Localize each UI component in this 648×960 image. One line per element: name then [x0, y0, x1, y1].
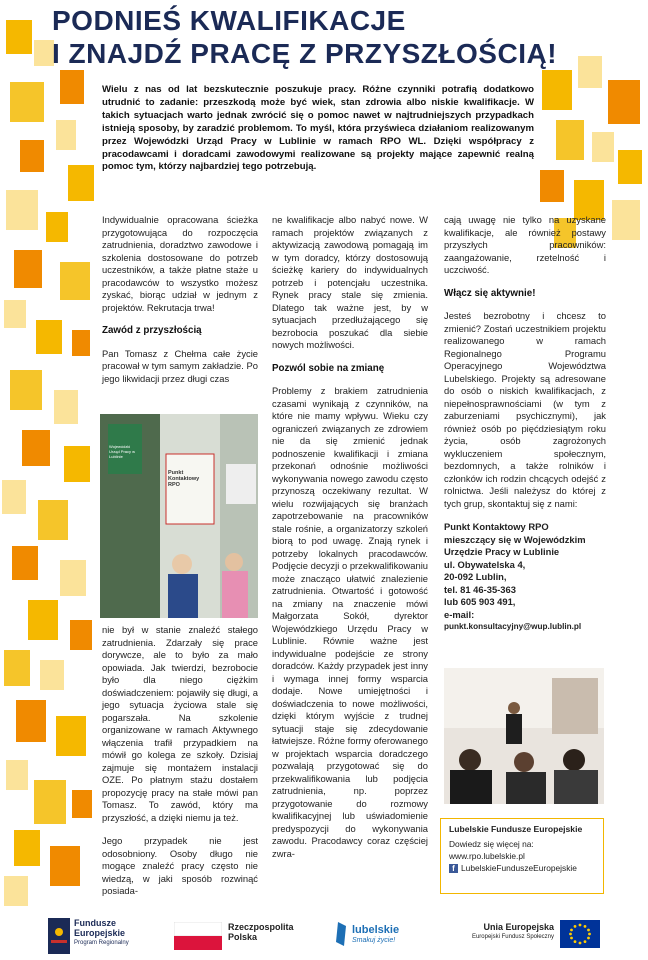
- contact-block: [444, 521, 606, 634]
- facebook-label: LubelskieFunduszeEuropejskie: [461, 863, 577, 873]
- lub-line1: lubelskie: [352, 924, 400, 936]
- column-3: [444, 214, 606, 634]
- fe-line1: Fundusze: [74, 918, 116, 928]
- polish-flag-icon: [174, 922, 222, 950]
- contact-line: 20-092 Lublin,: [444, 571, 507, 582]
- info-box-facebook[interactable]: [449, 862, 595, 874]
- contact-line: ul. Obywatelska 4,: [444, 558, 526, 570]
- lubelskie-mark-icon: [334, 922, 350, 946]
- title-line-1: PODNIEŚ KWALIFIKACJE: [52, 5, 406, 36]
- fe-line2: Europejskie: [74, 928, 126, 938]
- sign-title: Punkt Kontaktowy RPO: [168, 470, 200, 488]
- column-1-continued: [102, 624, 258, 909]
- info-box: [440, 818, 604, 894]
- lead-paragraph: Wielu z nas od lat bezskutecznie poszukuje pracy. Różne czynniki potrafią dodatkowo utrudnić to zadanie: przeszkodą może być wiek, stan zdrowia albo niskie kwalifikacje. W takich sytuacjach warto jednak zwrócić się o pomoc nawet w najtrudniejszych przypadkach istnieją sposoby, by zaradzić problemom. To myśl, która przyświeca działaniom realizowanym przez Wojewódzki Urząd Pracy w Lublinie w ramach RPO WL. Dzięki współpracy z pracodawcami i doradcami zawodowymi realizowane są projekty mające zapewnić realną pomoc tym, którzy najbardziej tego potrzebują.: [102, 84, 534, 173]
- col3-heading: Włącz się aktywnie!: [444, 287, 536, 299]
- photo-training-session: [444, 668, 604, 804]
- contact-line: lub 605 903 491,: [444, 596, 516, 607]
- contact-line: tel. 81 46-35-363: [444, 583, 516, 595]
- logo-unia-europejska: [454, 918, 604, 954]
- col1-paragraph-4: Jego przypadek nie jest odosobniony. Osoby długo nie mogące znaleźć pracy często nie wiedzą, w jaki sposób rozwinąć posiada-: [102, 835, 258, 896]
- ue-line1: Unia Europejska: [483, 922, 554, 932]
- rp-line2: Polska: [228, 932, 258, 942]
- logo-fundusze-europejskie: [48, 918, 168, 954]
- logo-lubelskie: [334, 918, 424, 954]
- info-box-heading: Lubelskie Fundusze Europejskie: [449, 824, 583, 834]
- col1-paragraph-3: nie był w stanie znaleźć stałego zatrudnienia. Zdarzały się prace dorywcze, ale to było za mało opowiada. Jak twierdzi, bezrobocie było dla niego ciężkim doświadczeniem: pojawiły się długi, a jego sytuacja życiowa stale się pogarszała. Na szkolenie organizowane w ramach Aktywnego włączenia trafił przypadkiem na mówił go kolega ze szkoły. Dzisiaj zajmuje się montażem instalacji OZE. Po płatnym stażu dostałem propozycję pracy na stałe mówi pan Tomasz. To zawód, który ma przyszłość, a dzięki niemu ja też.: [102, 624, 258, 823]
- eu-flag-icon: [560, 920, 600, 948]
- title-line-2: I ZNAJDŹ PRACĘ Z PRZYSZŁOŚCIĄ!: [52, 38, 558, 69]
- contact-email-link[interactable]: punkt.konsultacyjny@wup.lublin.pl: [444, 622, 582, 631]
- rp-line1: Rzeczpospolita: [228, 922, 294, 932]
- contact-line: e-mail:: [444, 608, 475, 620]
- column-1: [102, 214, 258, 396]
- contact-line: Urzędzie Pracy w Lublinie: [444, 546, 560, 557]
- col2-paragraph-1: ne kwalifikacje albo nabyć nowe. W ramach projektów związanych z aktywizacją zawodową pomagają im w tym doradcy, którzy dostosowują ścieżkę kariery do indywidualnych potrzeb i potencjału uczestnika. Rynek pracy stale się zmienia. Dlatego tak ważne jest, by w sytuacjach przedłużającego się bezrobocia poszukać dla siebie nowych możliwości.: [272, 214, 428, 350]
- fe-line3: Program Regionalny: [74, 940, 129, 946]
- col1-paragraph-2: Pan Tomasz z Chełma całe życie pracował w tym samym zakładzie. Po jego likwidacji przez długi czas: [102, 347, 258, 384]
- photo-training-session-graphic: [444, 668, 604, 804]
- ue-line2: Europejski Fundusz Społeczny: [471, 934, 554, 940]
- col3-paragraph-1: cają uwagę nie tylko na uzyskane kwalifikacje, ale również postawy przyszłych pracowników: zaangażowanie, rzetelność i uczciwość.: [444, 214, 606, 275]
- col2-paragraph-2: Problemy z brakiem zatrudnienia czasami wynikają z czynników, na które nie mamy wpływu. Wieku czy ograniczeń związanych ze zdrowiem nie da się zmienić jednak podnoszenie kwalifikacji i zmiana przekonań odnośnie możliwości wykonywania nowego zawodu często przynoszą oczekiwany rezultat. W wielu rozwijających się branżach zapotrzebowanie na pracowników stale rośnie, a organizatorzy szkoleń biorą to pod uwagę. Znają rynek i potrzeby lokalnych pracodawców. Podjęcie decyzji o przekwalifikowaniu może znacząco ułatwić znalezienie zatrudnienia. Otwartość i gotowość na zmiany na znaczenie mówi Małgorzata Sokół, dyrektor Wojewódzkiego Urzędu Pracy w Lublinie. Równie ważne jest indywidualne podejście ze strony doradców. Każdy przypadek jest inny i wymaga innej formy wsparcia dodaje. Nowe umiejętności i doświadczenia to nowe możliwości, dzięki którym wyjście z trudnej sytuacji staje się zdecydowanie łatwiejsze. Różne formy oferowanego w projektach wsparcia doradczego pozwalają przygotować się do przekwalifikowania lub podjęcia zatrudnienia, np. poprzez przygotowanie do rozmowy kwalifikacyjnej lub uświadomienie predyspozycji do wykonywania zawodu. Pracodawcy coraz częściej zwra-: [272, 385, 428, 859]
- col1-heading: Zawód z przyszłością: [102, 325, 202, 336]
- photo-contact-point: [100, 414, 258, 618]
- info-box-url[interactable]: www.rpo.lubelskie.pl: [449, 851, 525, 861]
- col1-paragraph-1: Indywidualnie opracowana ścieżka przygotowująca do rozpoczęcia zatrudnienia, doradztwo zawodowe i szkolenia dostosowane do potrzeb uczestników, a także płatne staże u pracodawców to wszystko możesz zyskać, biorąc udział w jednym z projektów. Rekrutacja trwa!: [102, 214, 258, 313]
- logo-rzeczpospolita-polska: [174, 918, 314, 954]
- sign-subtitle: Wojewódzki Urząd Pracy w Lublinie: [109, 444, 136, 459]
- info-box-text: Dowiedz się więcej na:: [449, 839, 534, 849]
- left-mosaic-graphic: [0, 0, 100, 912]
- col2-heading: Pozwól sobie na zmianę: [272, 362, 385, 374]
- fundusze-star-icon: [48, 918, 70, 954]
- contact-line: mieszczący się w Wojewódzkim: [444, 533, 586, 545]
- footer-logos: [0, 912, 648, 960]
- contact-line: Punkt Kontaktowy RPO: [444, 521, 549, 532]
- page-title: [52, 4, 612, 70]
- left-mosaic-decoration: [0, 0, 100, 912]
- facebook-icon: f: [449, 864, 458, 873]
- column-2: [272, 214, 428, 871]
- col3-paragraph-2: Jesteś bezrobotny i chcesz to zmienić? Zostań uczestnikiem projektu realizowanego w ramach Regionalnego Programu Operacyjnego Województwa Lubelskiego. Projekty są adresowane do osób o niskich kwalifikacjach, z niepełnosprawnościami (w tym z zaburzeniami psychicznymi), jak również osób po pięćdziesiątym roku życia, osób zagrożonych wykluczeniem społecznym, bezdomnych, a także rolników i członków ich rodzin chcących odejść z rolnictwa. Jeśli należysz do której z tych grup, skontaktuj się z nami:: [444, 310, 606, 509]
- lub-line2: Smakuj życie!: [352, 937, 396, 944]
